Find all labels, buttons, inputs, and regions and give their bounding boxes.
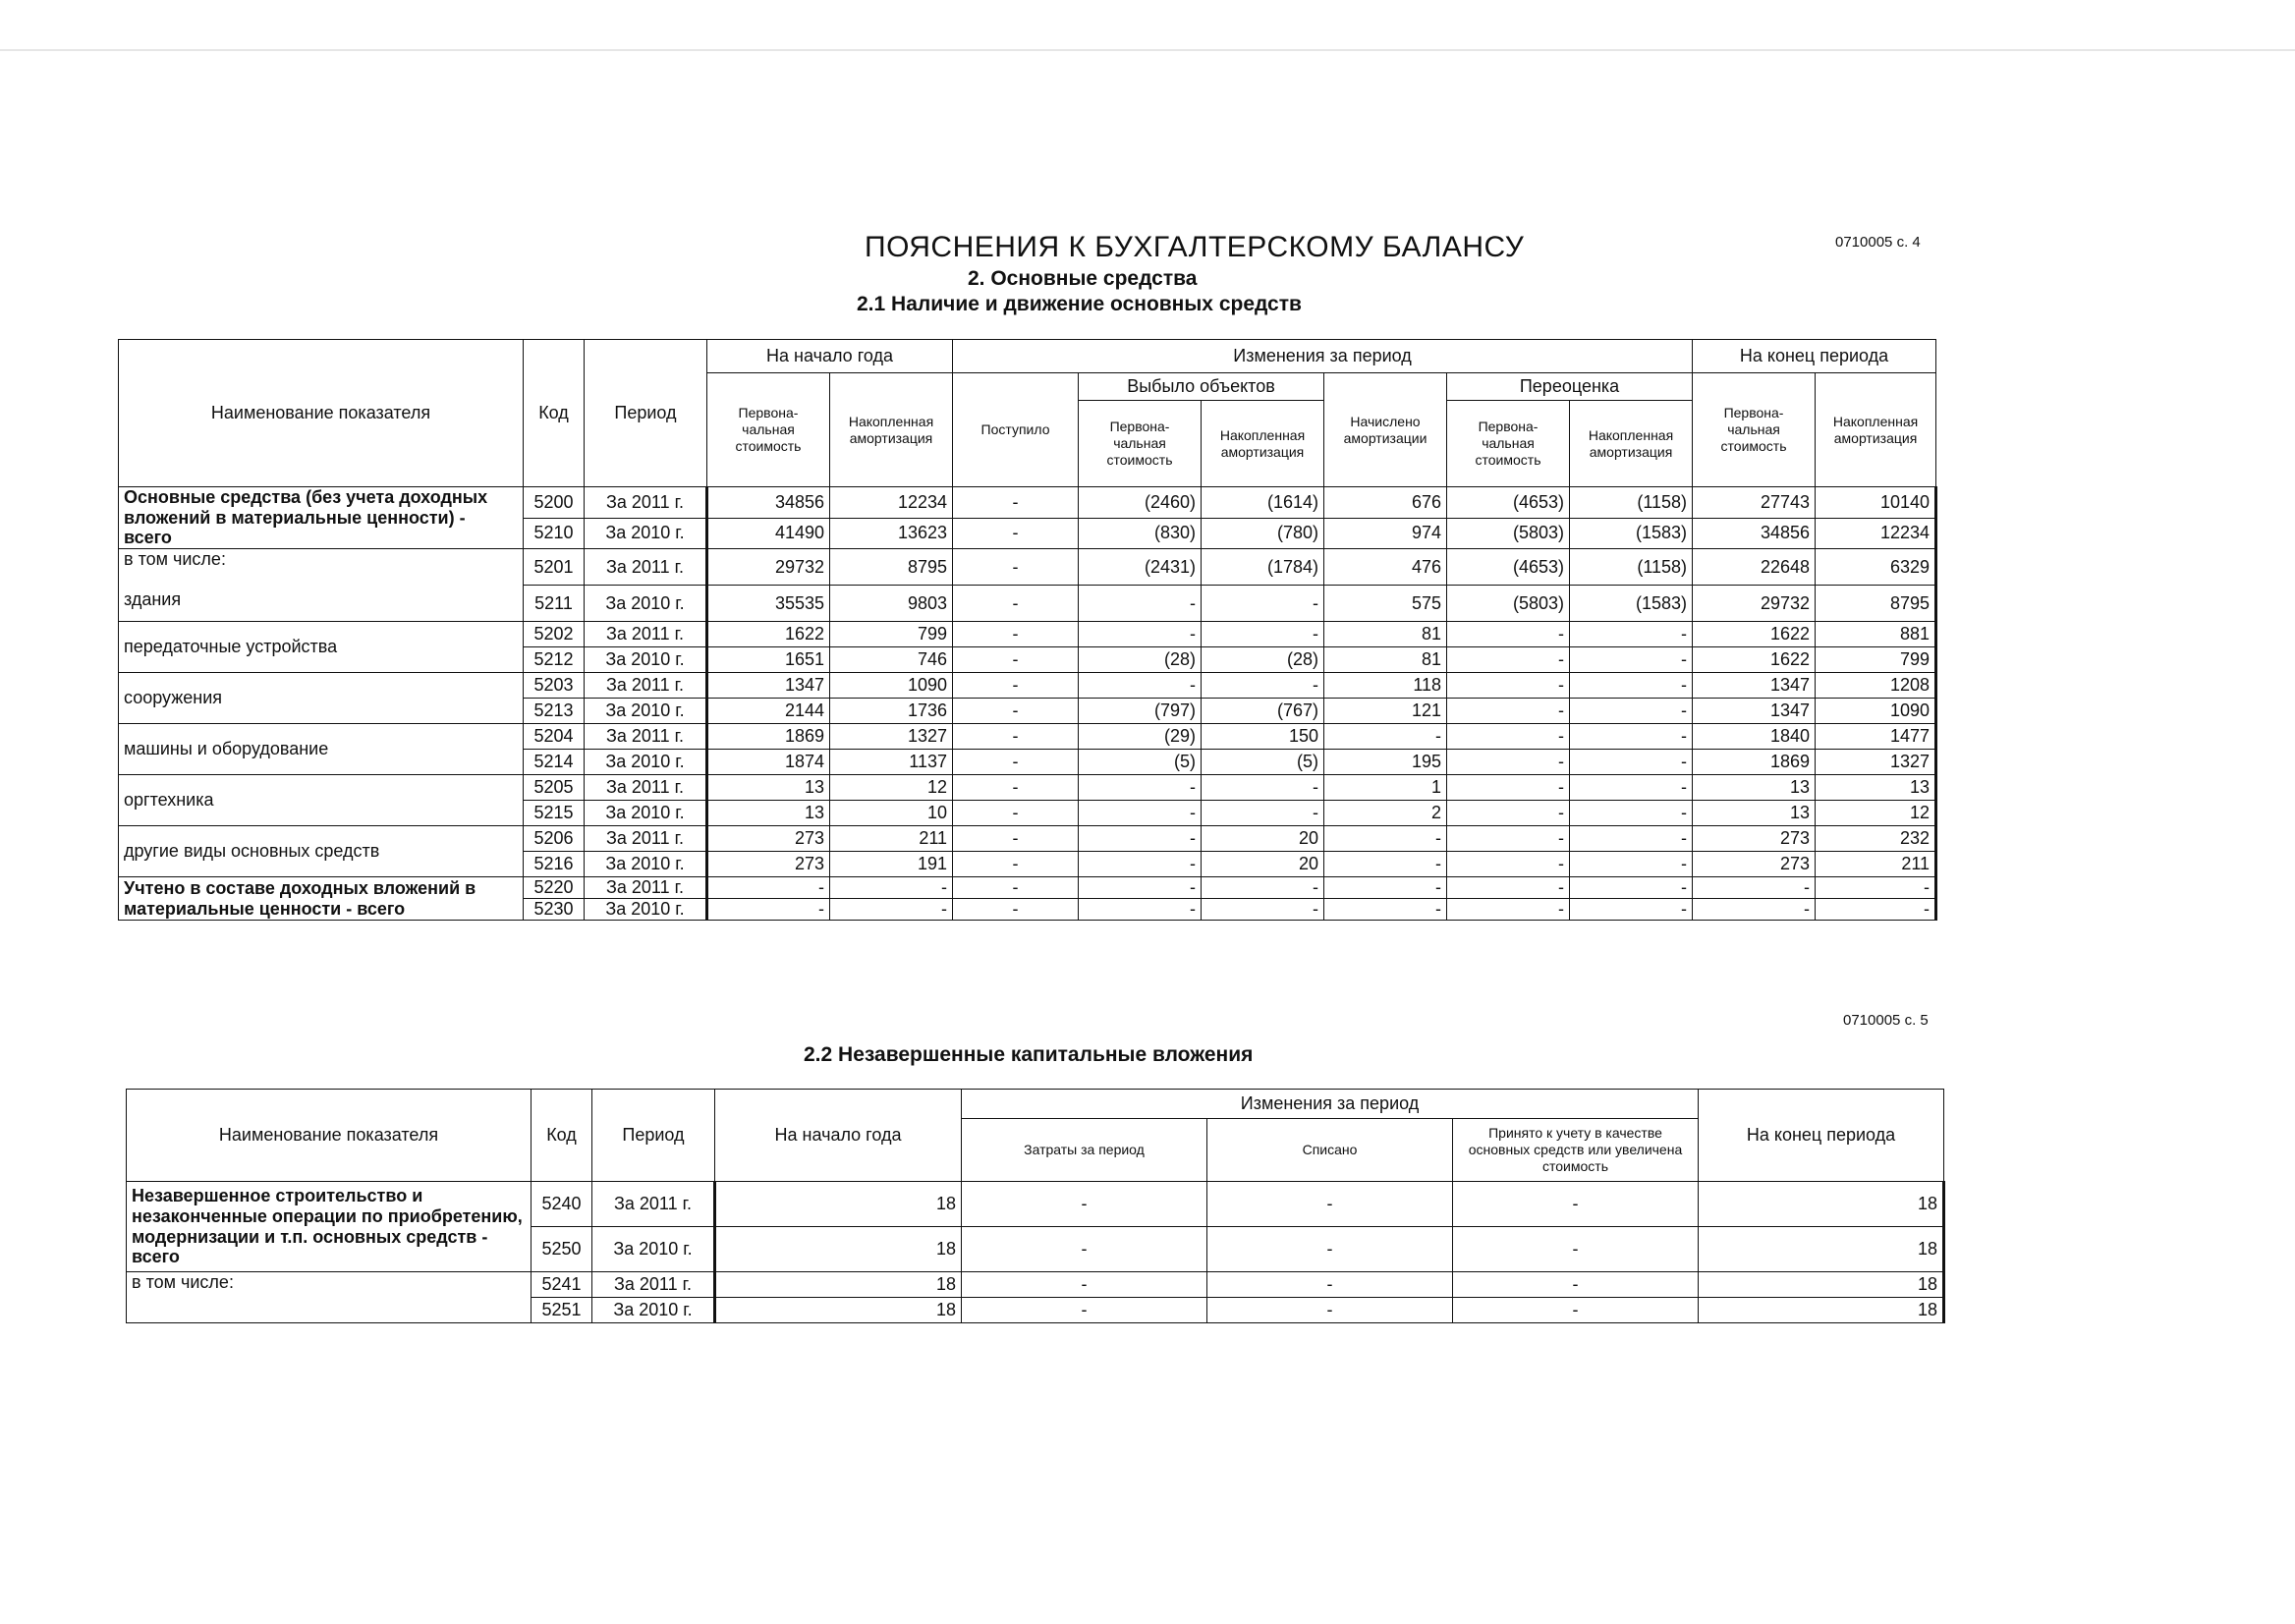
value-cell: -: [1079, 899, 1202, 921]
value-cell: (797): [1079, 699, 1202, 724]
value-cell: (5): [1202, 750, 1324, 775]
value-cell: 1090: [830, 673, 953, 699]
value-cell: -: [1324, 852, 1447, 877]
value-cell: -: [953, 549, 1079, 586]
col-header-reval-initial-cost: Первона- чальная стоимость: [1447, 401, 1570, 487]
value-cell: 18: [1699, 1227, 1944, 1272]
row-period: За 2011 г.: [585, 622, 707, 647]
value-cell: -: [1202, 586, 1324, 622]
value-cell: 232: [1816, 826, 1936, 852]
value-cell: (2431): [1079, 549, 1202, 586]
value-cell: -: [1079, 826, 1202, 852]
value-cell: -: [1570, 775, 1693, 801]
value-cell: 273: [707, 826, 830, 852]
value-cell: (2460): [1079, 487, 1202, 519]
value-cell: -: [1570, 899, 1693, 921]
value-cell: 10140: [1816, 487, 1936, 519]
row-code: 5212: [524, 647, 585, 673]
fixed-assets-table: [118, 339, 1937, 921]
row-period: За 2011 г.: [585, 487, 707, 519]
value-cell: 18: [715, 1298, 962, 1323]
row-code: 5201: [524, 549, 585, 586]
section-title: 2. Основные средства: [968, 267, 1198, 290]
value-cell: -: [953, 518, 1079, 549]
value-cell: -: [1693, 899, 1816, 921]
row-code: 5240: [532, 1182, 592, 1227]
value-cell: 13: [707, 775, 830, 801]
table-row: [119, 549, 1936, 586]
value-cell: (28): [1079, 647, 1202, 673]
value-cell: -: [1447, 801, 1570, 826]
value-cell: 676: [1324, 487, 1447, 519]
row-name-including: в том числе:: [127, 1272, 532, 1323]
value-cell: (767): [1202, 699, 1324, 724]
value-cell: -: [1816, 877, 1936, 899]
col-header-reval-accum-depr: Накопленная амортизация: [1570, 401, 1693, 487]
value-cell: -: [1079, 775, 1202, 801]
value-cell: 974: [1324, 518, 1447, 549]
row-period: За 2010 г.: [585, 586, 707, 622]
value-cell: -: [1570, 801, 1693, 826]
t2-col-header-costs: Затраты за период: [962, 1119, 1207, 1182]
row-name-income-investments: Учтено в составе доходных вложений в материальные ценности - всего: [119, 877, 524, 921]
value-cell: 2: [1324, 801, 1447, 826]
row-period: За 2011 г.: [592, 1272, 715, 1298]
value-cell: -: [953, 899, 1079, 921]
value-cell: -: [953, 647, 1079, 673]
value-cell: 1347: [1693, 699, 1816, 724]
col-header-disposed: Выбыло объектов: [1079, 373, 1324, 401]
value-cell: -: [962, 1298, 1207, 1323]
value-cell: 273: [1693, 826, 1816, 852]
value-cell: -: [953, 487, 1079, 519]
value-cell: 1622: [707, 622, 830, 647]
t2-col-header-name: Наименование показателя: [127, 1090, 532, 1182]
value-cell: -: [707, 899, 830, 921]
t2-col-header-accepted: Принято к учету в качестве основных средств или увеличена стоимость: [1453, 1119, 1699, 1182]
row-code: 5250: [532, 1227, 592, 1272]
value-cell: 1137: [830, 750, 953, 775]
value-cell: 22648: [1693, 549, 1816, 586]
value-cell: 881: [1816, 622, 1936, 647]
value-cell: 81: [1324, 622, 1447, 647]
value-cell: -: [1207, 1182, 1453, 1227]
value-cell: -: [1447, 647, 1570, 673]
scan-edge-line: [0, 49, 2295, 51]
value-cell: -: [953, 826, 1079, 852]
col-header-disposed-accum-depr: Накопленная амортизация: [1202, 401, 1324, 487]
col-header-disposed-initial-cost: Первона- чальная стоимость: [1079, 401, 1202, 487]
row-code: 5214: [524, 750, 585, 775]
value-cell: -: [953, 586, 1079, 622]
value-cell: 13: [1816, 775, 1936, 801]
table-row: [127, 1182, 1944, 1227]
form-code-page-5: 0710005 с. 5: [1843, 1012, 1929, 1029]
value-cell: (1614): [1202, 487, 1324, 519]
row-code: 5251: [532, 1298, 592, 1323]
value-cell: -: [1324, 724, 1447, 750]
value-cell: 13: [1693, 801, 1816, 826]
row-code: 5200: [524, 487, 585, 519]
value-cell: 81: [1324, 647, 1447, 673]
col-header-start-initial-cost: Первона- чальная стоимость: [707, 373, 830, 487]
t2-col-header-end-of-period: На конец периода: [1699, 1090, 1944, 1182]
row-code: 5215: [524, 801, 585, 826]
row-period: За 2011 г.: [585, 826, 707, 852]
value-cell: 1: [1324, 775, 1447, 801]
value-cell: 121: [1324, 699, 1447, 724]
value-cell: -: [1453, 1272, 1699, 1298]
value-cell: 211: [830, 826, 953, 852]
value-cell: -: [1447, 673, 1570, 699]
row-code: 5206: [524, 826, 585, 852]
construction-in-progress-table: [126, 1089, 1945, 1323]
value-cell: 150: [1202, 724, 1324, 750]
value-cell: 746: [830, 647, 953, 673]
row-code: 5216: [524, 852, 585, 877]
col-header-received: Поступило: [953, 373, 1079, 487]
value-cell: 1736: [830, 699, 953, 724]
value-cell: -: [1453, 1298, 1699, 1323]
value-cell: 12: [830, 775, 953, 801]
value-cell: 13: [1693, 775, 1816, 801]
value-cell: (4653): [1447, 549, 1570, 586]
row-period: За 2010 г.: [585, 647, 707, 673]
value-cell: 1327: [1816, 750, 1936, 775]
value-cell: -: [1202, 673, 1324, 699]
value-cell: -: [1207, 1272, 1453, 1298]
col-header-revaluation: Переоценка: [1447, 373, 1693, 401]
value-cell: -: [1207, 1298, 1453, 1323]
group-name: здания: [124, 588, 182, 609]
value-cell: 12: [1816, 801, 1936, 826]
value-cell: -: [1447, 775, 1570, 801]
value-cell: -: [953, 699, 1079, 724]
value-cell: -: [830, 877, 953, 899]
value-cell: -: [1570, 673, 1693, 699]
value-cell: -: [1447, 852, 1570, 877]
row-code: 5205: [524, 775, 585, 801]
value-cell: -: [1079, 586, 1202, 622]
value-cell: 29732: [707, 549, 830, 586]
value-cell: 273: [1693, 852, 1816, 877]
value-cell: 27743: [1693, 487, 1816, 519]
value-cell: -: [1207, 1227, 1453, 1272]
value-cell: (1583): [1570, 518, 1693, 549]
value-cell: 273: [707, 852, 830, 877]
row-code: 5241: [532, 1272, 592, 1298]
value-cell: -: [1447, 877, 1570, 899]
col-header-end-accum-depr: Накопленная амортизация: [1816, 373, 1936, 487]
value-cell: -: [953, 724, 1079, 750]
row-name-cip-total: Незавершенное строительство и незаконченные операции по приобретению, модернизации и т.п. основных средств - всего: [127, 1182, 532, 1272]
row-code: 5220: [524, 877, 585, 899]
value-cell: -: [1693, 877, 1816, 899]
value-cell: 12234: [830, 487, 953, 519]
value-cell: -: [1447, 699, 1570, 724]
row-period: За 2010 г.: [585, 518, 707, 549]
table-row: [119, 877, 1936, 899]
value-cell: 1090: [1816, 699, 1936, 724]
row-period: За 2011 г.: [585, 724, 707, 750]
row-period: За 2010 г.: [585, 899, 707, 921]
value-cell: 1869: [1693, 750, 1816, 775]
col-header-start-accum-depr: Накопленная амортизация: [830, 373, 953, 487]
row-period: За 2010 г.: [592, 1227, 715, 1272]
value-cell: -: [1202, 899, 1324, 921]
row-period: За 2010 г.: [585, 699, 707, 724]
value-cell: -: [1570, 647, 1693, 673]
value-cell: 41490: [707, 518, 830, 549]
value-cell: 1477: [1816, 724, 1936, 750]
table-row: [119, 487, 1936, 519]
row-period: За 2010 г.: [585, 852, 707, 877]
value-cell: -: [1447, 899, 1570, 921]
value-cell: -: [953, 673, 1079, 699]
value-cell: -: [1570, 750, 1693, 775]
value-cell: 8795: [830, 549, 953, 586]
value-cell: -: [953, 852, 1079, 877]
value-cell: 1622: [1693, 622, 1816, 647]
value-cell: 13623: [830, 518, 953, 549]
col-header-code: Код: [524, 340, 585, 487]
value-cell: 12234: [1816, 518, 1936, 549]
table-row: [119, 826, 1936, 852]
row-name-total: Основные средства (без учета доходных вложений в материальные ценности) - всего: [119, 487, 524, 549]
value-cell: -: [953, 877, 1079, 899]
value-cell: 799: [830, 622, 953, 647]
value-cell: -: [1447, 826, 1570, 852]
value-cell: 118: [1324, 673, 1447, 699]
col-header-changes: Изменения за период: [953, 340, 1693, 373]
value-cell: -: [1324, 899, 1447, 921]
value-cell: 18: [715, 1227, 962, 1272]
value-cell: 18: [1699, 1298, 1944, 1323]
row-period: За 2010 г.: [585, 801, 707, 826]
value-cell: (1583): [1570, 586, 1693, 622]
row-period: За 2010 г.: [592, 1298, 715, 1323]
row-code: 5203: [524, 673, 585, 699]
col-header-period: Период: [585, 340, 707, 487]
value-cell: (5): [1079, 750, 1202, 775]
row-code: 5211: [524, 586, 585, 622]
row-period: За 2011 г.: [585, 775, 707, 801]
value-cell: 1208: [1816, 673, 1936, 699]
row-period: За 2011 г.: [585, 549, 707, 586]
row-code: 5230: [524, 899, 585, 921]
value-cell: -: [962, 1182, 1207, 1227]
value-cell: 18: [1699, 1272, 1944, 1298]
value-cell: -: [1079, 852, 1202, 877]
value-cell: -: [1079, 877, 1202, 899]
t2-col-header-period: Период: [592, 1090, 715, 1182]
value-cell: -: [1324, 826, 1447, 852]
value-cell: (1784): [1202, 549, 1324, 586]
col-header-end-of-period: На конец периода: [1693, 340, 1936, 373]
value-cell: 1869: [707, 724, 830, 750]
subsection-title-2-2: 2.2 Незавершенные капитальные вложения: [804, 1043, 1254, 1066]
value-cell: -: [1202, 775, 1324, 801]
value-cell: -: [1570, 622, 1693, 647]
value-cell: (29): [1079, 724, 1202, 750]
row-name-group: передаточные устройства: [119, 622, 524, 673]
row-period: За 2011 г.: [592, 1182, 715, 1227]
value-cell: 799: [1816, 647, 1936, 673]
row-name-group: оргтехника: [119, 775, 524, 826]
row-name-group: другие виды основных средств: [119, 826, 524, 877]
value-cell: (830): [1079, 518, 1202, 549]
value-cell: (4653): [1447, 487, 1570, 519]
table-row: [119, 775, 1936, 801]
document-title: ПОЯСНЕНИЯ К БУХГАЛТЕРСКОМУ БАЛАНСУ: [865, 231, 1525, 263]
value-cell: -: [1570, 699, 1693, 724]
row-period: За 2011 г.: [585, 673, 707, 699]
subsection-title-2-1: 2.1 Наличие и движение основных средств: [857, 293, 1302, 315]
value-cell: 10: [830, 801, 953, 826]
value-cell: -: [1570, 852, 1693, 877]
value-cell: 1874: [707, 750, 830, 775]
form-code-page-4: 0710005 с. 4: [1835, 234, 1921, 251]
value-cell: -: [1453, 1182, 1699, 1227]
col-header-end-initial-cost: Первона- чальная стоимость: [1693, 373, 1816, 487]
row-name-group: машины и оборудование: [119, 724, 524, 775]
row-period: За 2010 г.: [585, 750, 707, 775]
table-row: [119, 622, 1936, 647]
value-cell: -: [953, 801, 1079, 826]
value-cell: -: [962, 1272, 1207, 1298]
row-period: За 2011 г.: [585, 877, 707, 899]
value-cell: 1347: [1693, 673, 1816, 699]
value-cell: 6329: [1816, 549, 1936, 586]
value-cell: 1347: [707, 673, 830, 699]
row-code: 5202: [524, 622, 585, 647]
value-cell: 9803: [830, 586, 953, 622]
value-cell: 34856: [1693, 518, 1816, 549]
value-cell: 1651: [707, 647, 830, 673]
value-cell: -: [1202, 801, 1324, 826]
value-cell: -: [1453, 1227, 1699, 1272]
value-cell: -: [1202, 622, 1324, 647]
value-cell: (1158): [1570, 487, 1693, 519]
value-cell: -: [1816, 899, 1936, 921]
value-cell: -: [1570, 724, 1693, 750]
table-row: [119, 673, 1936, 699]
value-cell: -: [953, 775, 1079, 801]
table-row: [119, 724, 1936, 750]
value-cell: 34856: [707, 487, 830, 519]
row-code: 5204: [524, 724, 585, 750]
value-cell: 8795: [1816, 586, 1936, 622]
value-cell: 191: [830, 852, 953, 877]
value-cell: 18: [1699, 1182, 1944, 1227]
value-cell: 476: [1324, 549, 1447, 586]
value-cell: 20: [1202, 852, 1324, 877]
value-cell: 1622: [1693, 647, 1816, 673]
col-header-start-of-year: На начало года: [707, 340, 953, 373]
value-cell: (28): [1202, 647, 1324, 673]
value-cell: -: [707, 877, 830, 899]
value-cell: 20: [1202, 826, 1324, 852]
value-cell: 13: [707, 801, 830, 826]
col-header-depr-charged: Начислено амортизации: [1324, 373, 1447, 487]
value-cell: (5803): [1447, 586, 1570, 622]
value-cell: 29732: [1693, 586, 1816, 622]
value-cell: -: [1570, 826, 1693, 852]
value-cell: -: [1447, 750, 1570, 775]
value-cell: -: [1324, 877, 1447, 899]
value-cell: -: [962, 1227, 1207, 1272]
value-cell: 18: [715, 1272, 962, 1298]
value-cell: -: [830, 899, 953, 921]
table-row: [127, 1272, 1944, 1298]
value-cell: 2144: [707, 699, 830, 724]
value-cell: -: [953, 750, 1079, 775]
value-cell: -: [1447, 724, 1570, 750]
value-cell: -: [1447, 622, 1570, 647]
value-cell: 575: [1324, 586, 1447, 622]
value-cell: -: [1079, 801, 1202, 826]
row-name-group: сооружения: [119, 673, 524, 724]
value-cell: 35535: [707, 586, 830, 622]
value-cell: -: [1570, 877, 1693, 899]
col-header-name: Наименование показателя: [119, 340, 524, 487]
value-cell: 211: [1816, 852, 1936, 877]
row-code: 5213: [524, 699, 585, 724]
including-label: в том числе:: [124, 549, 226, 570]
value-cell: 195: [1324, 750, 1447, 775]
value-cell: -: [1079, 673, 1202, 699]
t2-col-header-code: Код: [532, 1090, 592, 1182]
t2-col-header-start-of-year: На начало года: [715, 1090, 962, 1182]
row-name-group: [119, 549, 524, 622]
value-cell: 1327: [830, 724, 953, 750]
value-cell: -: [1202, 877, 1324, 899]
value-cell: (780): [1202, 518, 1324, 549]
t2-col-header-changes: Изменения за период: [962, 1090, 1699, 1119]
value-cell: 18: [715, 1182, 962, 1227]
row-code: 5210: [524, 518, 585, 549]
value-cell: (5803): [1447, 518, 1570, 549]
value-cell: (1158): [1570, 549, 1693, 586]
value-cell: -: [1079, 622, 1202, 647]
value-cell: 1840: [1693, 724, 1816, 750]
value-cell: -: [953, 622, 1079, 647]
t2-col-header-written-off: Списано: [1207, 1119, 1453, 1182]
